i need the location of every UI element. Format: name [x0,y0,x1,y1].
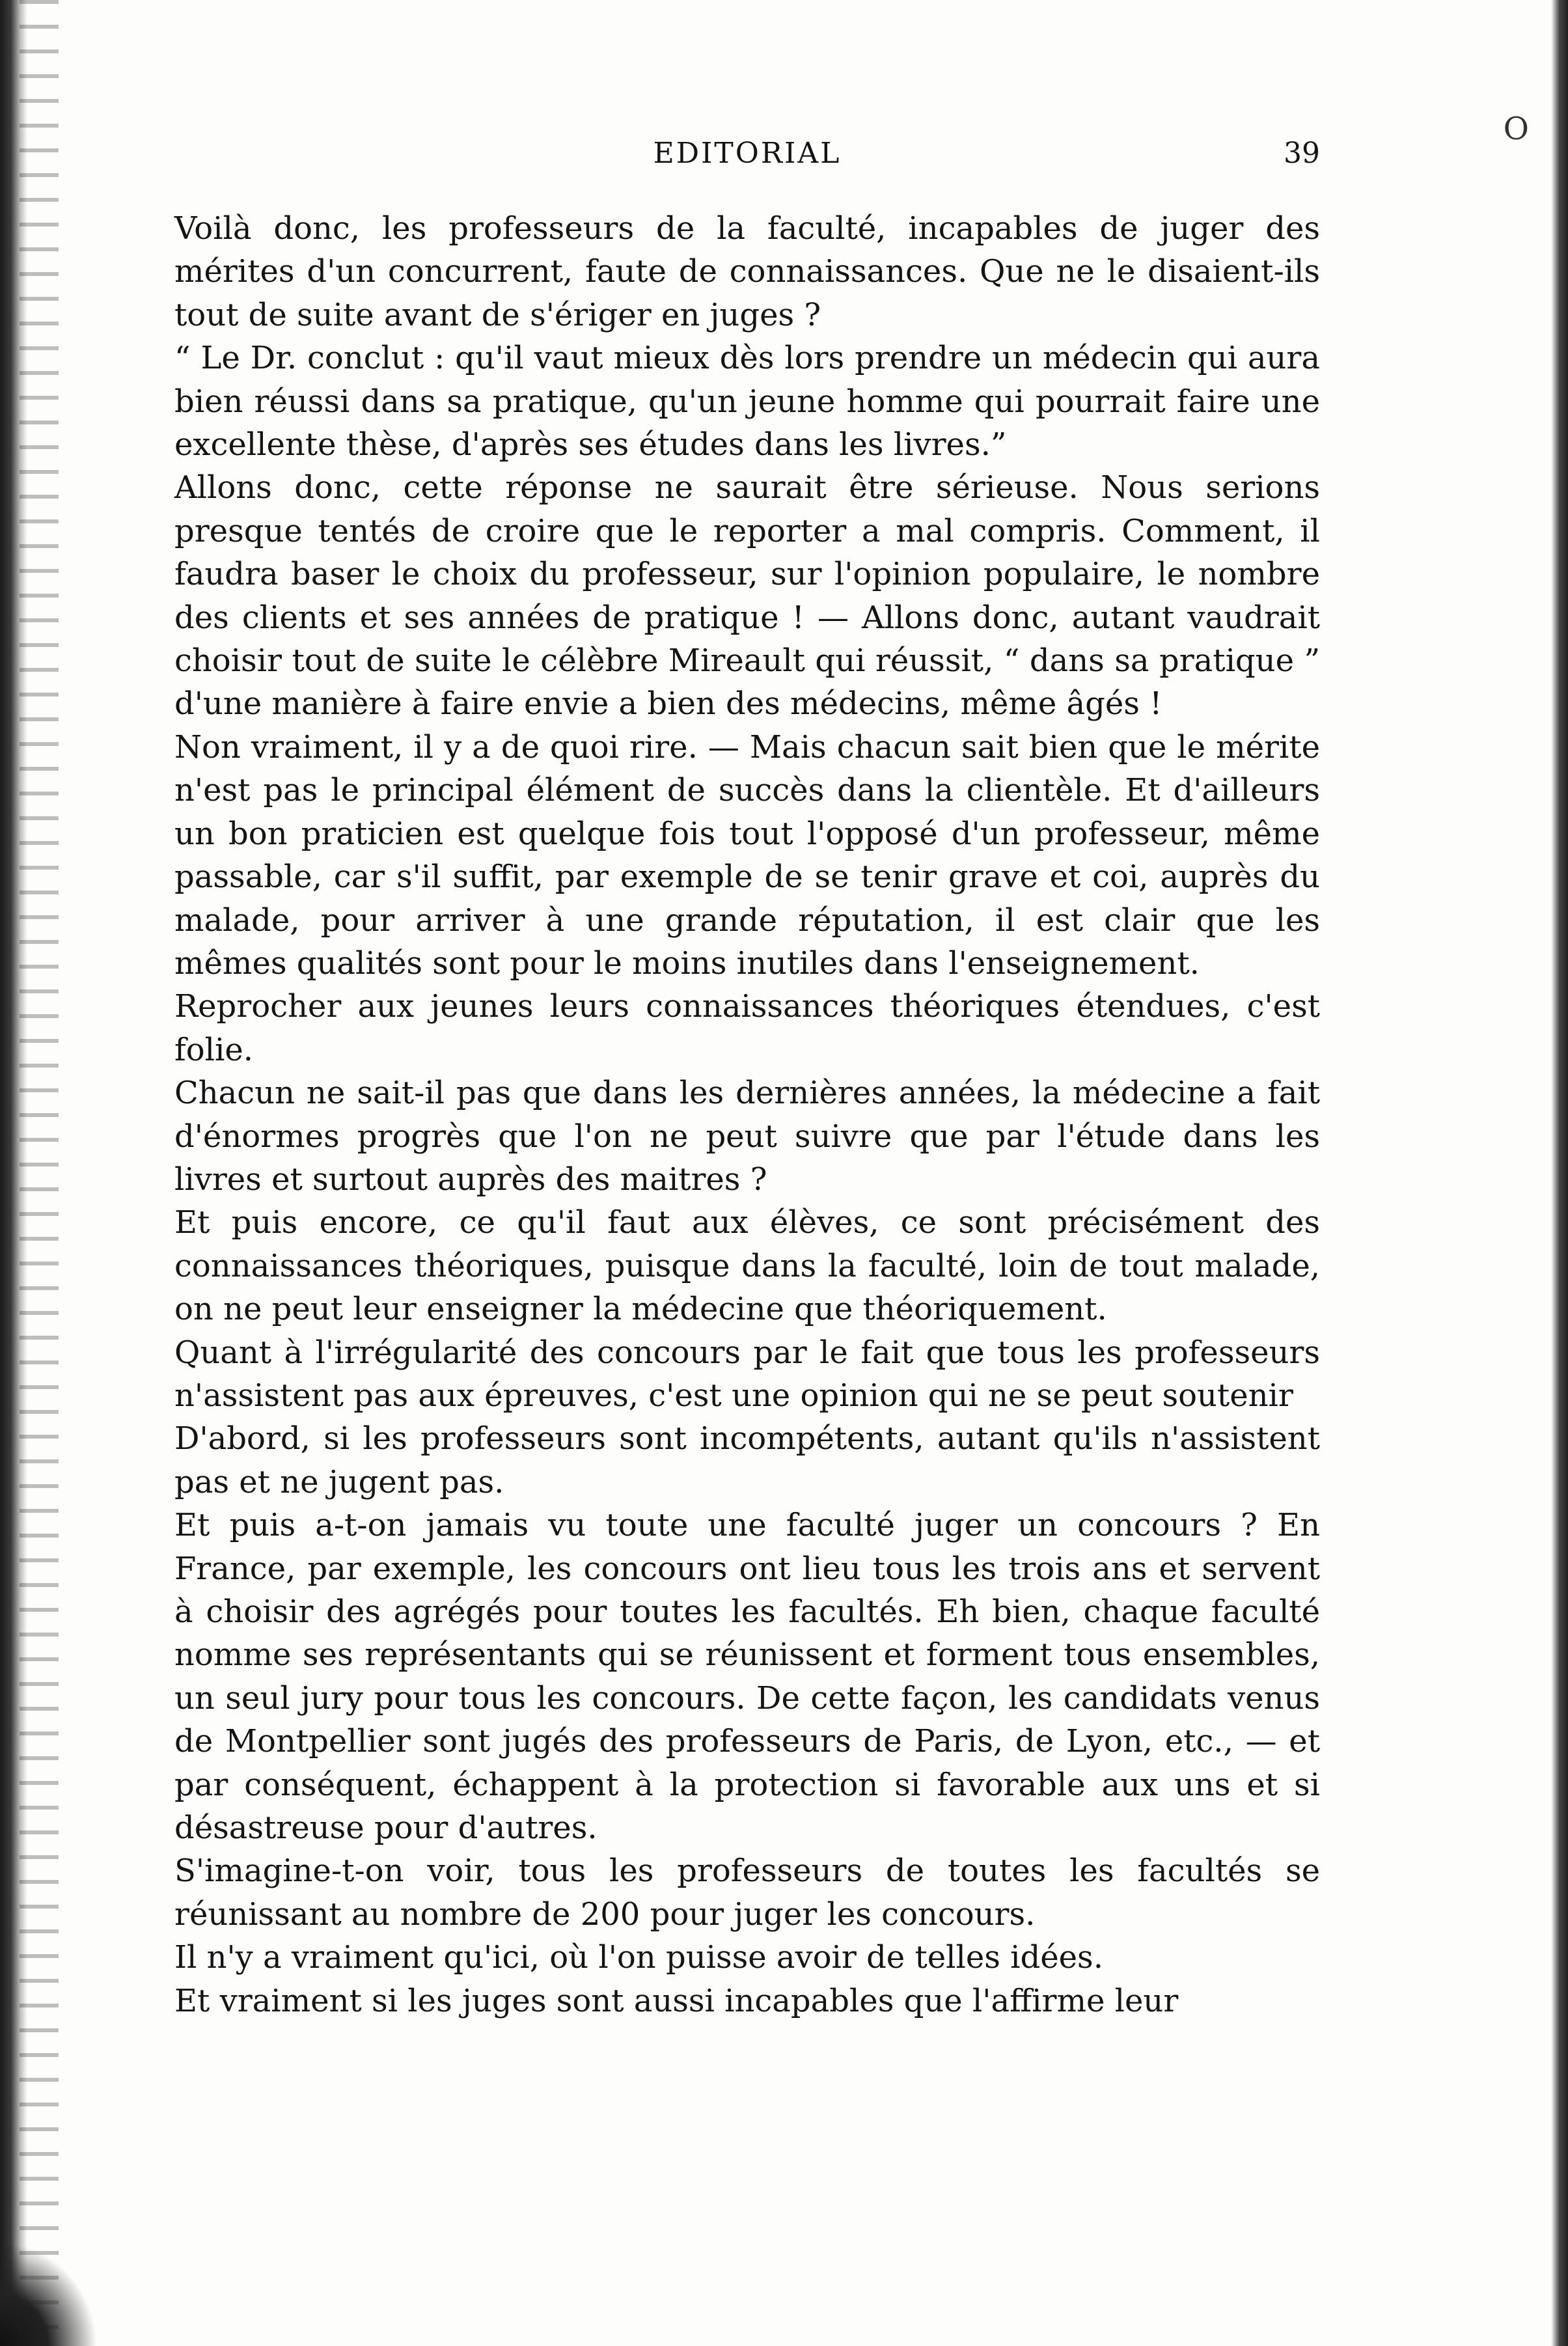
paragraph: “ Le Dr. conclut : qu'il vaut mieux dès lors prendre un médecin qui aura bien réussi dans sa pratique, qu'un jeune homme qui pourrait faire une excellente thèse, d'après ses études dans les livres.” [174,340,1320,463]
paragraph: Et puis encore, ce qu'il faut aux élèves, ce sont précisément des connaissances théoriques, puisque dans la faculté, loin de tout malade, on ne peut leur enseigner la médecine que théoriquement. [174,1204,1320,1328]
page-content [174,137,1320,2022]
paragraph: Et vraiment si les juges sont aussi incapables que l'affirme leur [174,1982,1179,2019]
paragraph: Reprocher aux jeunes leurs connaissances théoriques étendues, c'est folie. [174,988,1320,1068]
scan-corner-smudge [0,2242,98,2346]
paragraph: D'abord, si les professeurs sont incompétents, autant qu'ils n'assistent pas et ne jugent pas. [174,1420,1320,1500]
page-edge-right [1551,0,1568,2346]
paragraph: Voilà donc, les professeurs de la faculté, incapables de juger des mérites d'un concurrent, faute de connaissances. Que ne le disaient-ils tout de suite avant de s'ériger en juges ? [174,210,1320,333]
page-header [174,137,1320,195]
paragraph: Chacun ne sait-il pas que dans les dernières années, la médecine a fait d'énormes progrès que l'on ne peut suivre que par l'étude dans les livres et surtout auprès des maitres ? [174,1075,1320,1198]
paragraph: Allons donc, cette réponse ne saurait être sérieuse. Nous serions presque tentés de croire que le reporter a mal compris. Comment, il faudra baser le choix du professeur, sur l'opinion populaire, le nombre des clients et ses années de pratique ! — Allons donc, autant vaudrait choisir tout de suite le célèbre Mireault qui réussit, “ dans sa pratique ” d'une manière à faire envie a bien des médecins, même âgés ! [174,469,1320,723]
binding-texture [20,0,59,2346]
page-number: 39 [1284,137,1320,170]
paragraph: Il n'y a vraiment qu'ici, où l'on puisse avoir de telles idées. [174,1939,1103,1976]
margin-mark: O [1503,111,1529,147]
running-head: EDITORIAL [653,137,842,170]
article-body [174,207,1320,2022]
paragraph: Et puis a-t-on jamais vu toute une faculté juger un concours ? En France, par exemple, les concours ont lieu tous les trois ans et servent à choisir des agrégés pour toutes les facultés. Eh bien, chaque faculté nomme ses représentants qui se réunissent et forment tous ensembles, un seul jury pour tous les concours. De cette façon, les candidats venus de Montpellier sont jugés des professeurs de Paris, de Lyon, etc., — et par conséquent, échappent à la protection si favorable aux uns et si désastreuse pour d'autres. [174,1507,1320,1847]
paragraph: S'imagine-t-on voir, tous les professeurs de toutes les facultés se réunissant au nombre de 200 pour juger les concours. [174,1853,1320,1933]
paragraph: Quant à l'irrégularité des concours par le fait que tous les professeurs n'assistent pas aux épreuves, c'est une opinion qui ne se peut soutenir [174,1334,1320,1414]
paragraph: Non vraiment, il y a de quoi rire. — Mais chacun sait bien que le mérite n'est pas le principal élément de succès dans la clientèle. Et d'ailleurs un bon praticien est quelque fois tout l'opposé d'un professeur, même passable, car s'il suffit, par exemple de se tenir grave et coi, auprès du malade, pour arriver à une grande réputation, il est clair que les mêmes qualités sont pour le moins inutiles dans l'enseignement. [174,728,1320,982]
